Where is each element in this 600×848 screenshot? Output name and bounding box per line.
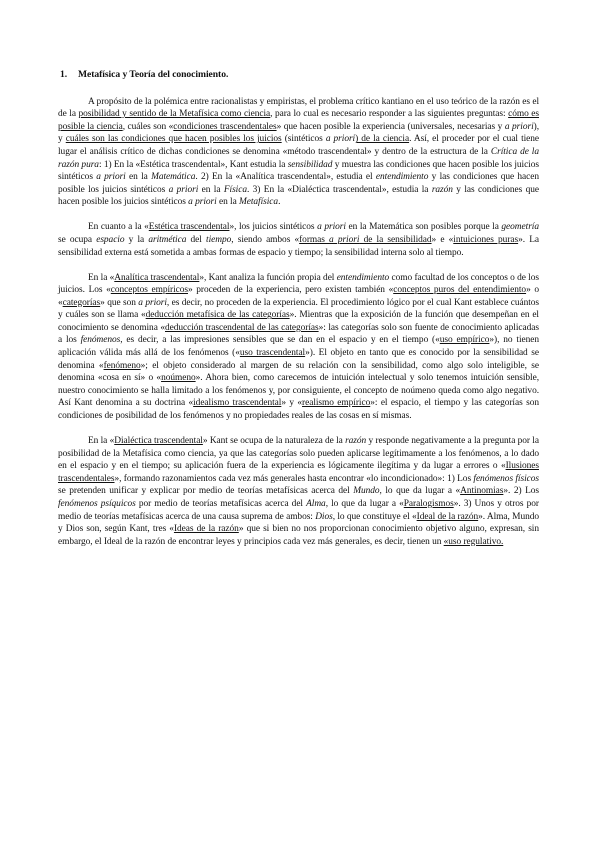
italic-term: espacio bbox=[96, 234, 125, 245]
text-run: . 2) En la «Analítica trascendental», estudia el bbox=[195, 172, 376, 183]
underlined-term: Ideas de la razón bbox=[173, 524, 239, 535]
text-run: »; el objeto considerado al margen de su relación con la sensibilidad, como algo solo inteligible, se denomina «cosa en sí» o « bbox=[58, 360, 539, 384]
italic-term: Metafísica bbox=[238, 197, 279, 208]
text-run: ». 3) Unos y otros por medio de teorías metafísicas acerca de una causa suprema de ambos: bbox=[58, 498, 539, 522]
italic-term: a priori bbox=[188, 197, 217, 208]
text-run: , lo que da lugar a « bbox=[379, 486, 461, 497]
text-run: , cuáles son « bbox=[122, 121, 174, 132]
text-run: y muestra las condiciones que hacen posible los juicios sintéticos bbox=[58, 159, 539, 183]
text-run: ». Alma, Mundo y Dios son, según Kant, tres « bbox=[58, 511, 539, 535]
text-run: en la bbox=[198, 184, 224, 195]
underlined-term: cuáles son las condiciones que hacen posibles los juicios bbox=[65, 134, 282, 145]
text-run: », formando razonamientos cada vez más generales hasta encontrar «lo incondicionado»: 1) Los bbox=[114, 473, 474, 484]
text-run: » y « bbox=[281, 398, 303, 409]
paragraph bbox=[58, 96, 539, 209]
underlined-term: formas bbox=[299, 234, 330, 245]
text-run: » o « bbox=[58, 285, 539, 308]
text-run: en la bbox=[216, 197, 239, 208]
italic-term: a priori bbox=[168, 184, 199, 195]
text-run: . 3) En la «Dialéctica trascendental», estudia la bbox=[246, 184, 432, 195]
underlined-term: realismo empírico bbox=[302, 398, 371, 409]
underlined-term: deducción metafísica de las categorías bbox=[145, 310, 290, 321]
underlined-term: cómo es posible la ciencia bbox=[58, 109, 539, 132]
document-body bbox=[58, 69, 539, 561]
underlined-term: conceptos empíricos bbox=[110, 285, 188, 296]
underlined-term: noúmeno bbox=[161, 373, 196, 384]
italic-term: geometría bbox=[501, 222, 539, 233]
italic-term: aritmética bbox=[148, 234, 187, 245]
italic-term: a priori bbox=[317, 222, 346, 233]
underlined-term: posibilidad y sentido de la Metafísica como ciencia bbox=[78, 109, 271, 120]
text-run: y responde negativamente a la pregunta por la posibilidad de la Metafísica como ciencia, ya que las categorías solo pueden aplicarse legítimamente a los fenómenos, a lo dado en el espacio y en el tiempo; su aplicación fuera de la experiencia es lógicamente ilegítima y da lugar a errores o « bbox=[58, 436, 539, 472]
text-run: », Kant analiza la función propia del bbox=[199, 272, 337, 283]
italic-term: Matemática bbox=[151, 172, 196, 183]
italic-term: Dios bbox=[315, 511, 333, 522]
paragraph-list bbox=[58, 96, 539, 549]
section-heading bbox=[60, 69, 539, 82]
underlined-term: Estética trascendental bbox=[148, 222, 230, 233]
paragraph bbox=[58, 272, 539, 423]
text-run: En cuanto a la « bbox=[88, 222, 149, 233]
italic-term: Física bbox=[223, 184, 247, 195]
underlined-term: Paralogismos bbox=[403, 498, 454, 509]
text-run: En la « bbox=[88, 272, 115, 283]
underlined-term: Antinomias bbox=[460, 486, 504, 497]
italic-term: tiempo bbox=[206, 234, 232, 245]
text-run: » Kant se ocupa de la naturaleza de la bbox=[202, 436, 346, 447]
text-run: (sintéticos bbox=[281, 134, 326, 145]
text-run: » proceden de la experiencia, pero existen también « bbox=[187, 285, 394, 296]
italic-term: entendimiento bbox=[336, 272, 390, 283]
italic-term: fenómenos físicos bbox=[473, 473, 539, 484]
text-run: » e « bbox=[431, 234, 454, 245]
text-run: : 1) En la «Estética trascendental», Kant estudia la bbox=[98, 159, 288, 170]
underlined-term: ) de la ciencia bbox=[355, 134, 410, 145]
text-run: » que son bbox=[100, 297, 139, 308]
text-run: y las condiciones que hacen posible los juicios sintéticos bbox=[58, 172, 540, 195]
underlined-term: Analítica trascendental bbox=[114, 272, 200, 283]
underlined-term: «uso regulativo. bbox=[443, 536, 504, 547]
text-run: ». Ahora bien, como carecemos de intuición intelectual y solo tenemos intuición sensible, nuestro conocimiento se halla limitado a los fenómenos y, por consiguiente, el concepto de noúmeno queda como algo negativo. Así Kant denomina a su doctrina « bbox=[58, 373, 539, 409]
italic-term: entendimiento bbox=[375, 172, 429, 183]
text-run: del bbox=[186, 234, 207, 245]
italic-term: Mundo bbox=[353, 486, 380, 497]
underlined-term: uso empírico bbox=[439, 335, 490, 346]
italic-term: fenómenos psíquicos bbox=[58, 498, 136, 509]
text-run: por medio de teorías metafísicas acerca del bbox=[135, 498, 307, 509]
underlined-term: deducción trascendental de las categorías bbox=[165, 322, 319, 333]
italic-term: a priori bbox=[325, 134, 356, 145]
underlined-term: de la sensibilidad bbox=[359, 234, 432, 245]
underlined-term: categorías bbox=[62, 297, 101, 308]
text-run: »: las categorías solo son fuente de conocimiento aplicadas a los bbox=[58, 322, 539, 346]
paragraph bbox=[58, 221, 539, 259]
text-run: . bbox=[278, 197, 281, 208]
text-run: , lo que constituye el « bbox=[332, 511, 417, 522]
underlined-term: condiciones trascendentales bbox=[173, 121, 277, 132]
italic-term: a priori bbox=[96, 172, 126, 183]
text-run: , es decir, a las impresiones sensibles que se dan en el espacio y en el tiempo (« bbox=[120, 335, 440, 346]
text-run: ». La sensibilidad externa está sometida a ambas formas de espacio y tiempo; la sensibilidad interna solo al tiempo. bbox=[58, 234, 540, 258]
text-run: . Así, el proceder por el cual tiene lugar el análisis crítico de dichas condiciones se denomina «método trascendental» y dentro de la estructura de la bbox=[58, 134, 540, 157]
text-run: »). El objeto en tanto que es conocido por la sensibilidad se denomina « bbox=[58, 348, 539, 371]
text-run: En la « bbox=[88, 436, 115, 447]
text-run: en la Matemática son posibles porque la bbox=[345, 222, 502, 233]
text-run: y las condiciones que hacen posible los juicios sintéticos bbox=[58, 184, 539, 208]
section-number: 1. bbox=[60, 69, 68, 80]
text-run: , para lo cual es necesario responder a las siguientes preguntas: bbox=[270, 109, 509, 120]
italic-term: razón bbox=[431, 184, 453, 195]
text-run: »: el espacio, el tiempo y las categorías son condiciones de posibilidad de los fenómenos y no propiedades reales de las cosas en sí mismas. bbox=[58, 398, 539, 422]
italic-term: razón bbox=[345, 436, 367, 447]
underlined-term: Dialéctica trascendental bbox=[114, 436, 203, 447]
italic-term: Alma bbox=[306, 498, 326, 509]
text-run: , es decir, no proceden de la experiencia. El procedimiento lógico por el cual Kant establece cuántos y cuáles son se llama « bbox=[58, 297, 540, 321]
text-run: se pretenden unificar y explicar por medio de teorías metafísicas acerca del bbox=[58, 486, 354, 497]
text-run: se ocupa bbox=[58, 234, 97, 245]
italic-term: fenómenos bbox=[80, 335, 121, 346]
underlined-term: intuiciones puras bbox=[453, 234, 519, 245]
text-run: en la bbox=[125, 172, 152, 183]
text-run: »), no tienen aplicación válida más allá de los fenómenos (« bbox=[58, 335, 540, 359]
underlined-term: Ideal de la razón bbox=[416, 511, 479, 522]
underlined-term: Ilusiones trascendentales bbox=[58, 461, 539, 484]
text-run: y la bbox=[124, 234, 149, 245]
underlined-term: idealismo trascendental bbox=[193, 398, 282, 409]
section-title: Metafísica y Teoría del conocimiento. bbox=[78, 69, 229, 80]
italic-term: Crítica de la razón pura bbox=[58, 146, 539, 170]
underlined-term: fenómeno bbox=[103, 360, 141, 371]
text-run: ». Mientras que la exposición de la función que desempeñan en el conocimiento se denomina « bbox=[58, 310, 539, 333]
text-run: ». 2) Los bbox=[503, 486, 539, 497]
paragraph bbox=[58, 435, 539, 548]
text-run: ), y bbox=[58, 121, 540, 145]
text-run: , lo que da lugar a « bbox=[325, 498, 404, 509]
italic-term: a priori bbox=[504, 121, 534, 132]
text-run: », los juicios sintéticos bbox=[229, 222, 318, 233]
underlined-term: uso trascendental bbox=[239, 348, 306, 359]
text-run: como facultad de los conceptos o de los juicios. Los « bbox=[58, 272, 539, 296]
text-run: » que si bien no nos proporcionan conocimiento objetivo alguno, expresan, sin embargo, el Ideal de la razón de encontrar leyes y principios cada vez más generales, es decir, tienen un bbox=[58, 524, 539, 547]
italic-term: a priori bbox=[138, 297, 167, 308]
text-run: , siendo ambos « bbox=[231, 234, 300, 245]
underlined-term: conceptos puros del entendimiento bbox=[393, 285, 527, 296]
text-run: » que hacen posible la experiencia (universales, necesarias y bbox=[276, 121, 505, 132]
text-run: A propósito de la polémica entre racionalistas y empiristas, el problema crítico kantiano en el uso teórico de la razón es el de la bbox=[58, 96, 539, 120]
italic-term: sensibilidad bbox=[287, 159, 333, 170]
underlined-term: a priori bbox=[329, 234, 360, 245]
